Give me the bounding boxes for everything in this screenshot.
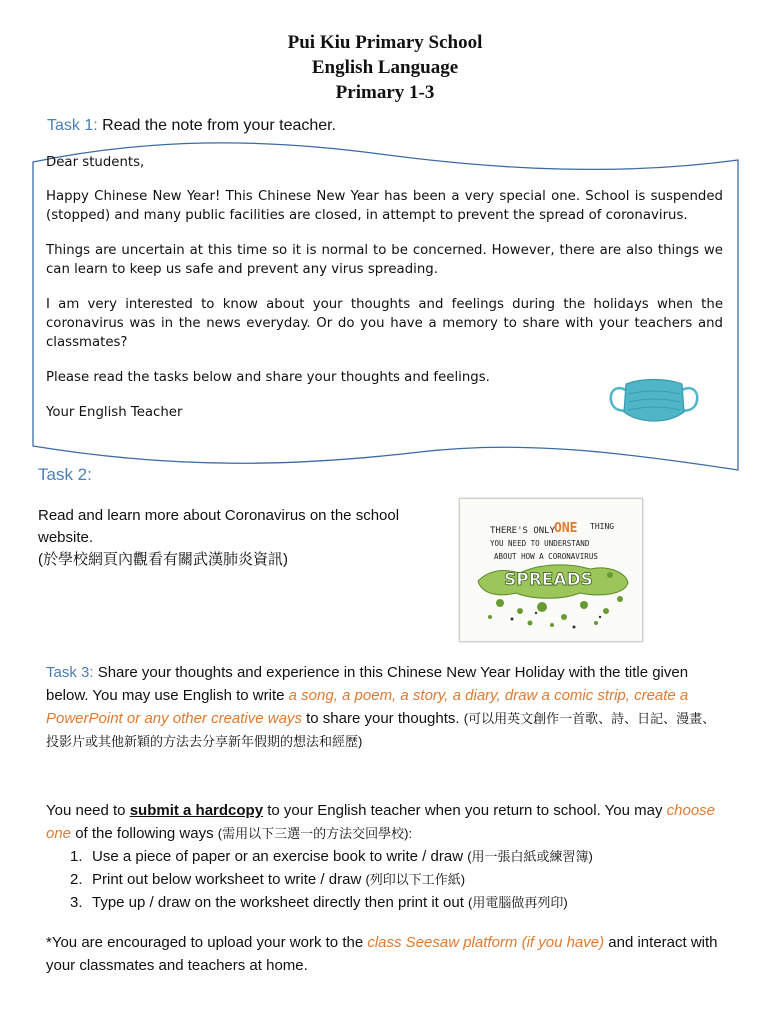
grade-level: Primary 1-3 [335, 82, 435, 103]
task3-block [46, 661, 726, 753]
submission-text-b: to your English teacher when you return to school. You may [267, 802, 663, 819]
list-item: 3. Type up / draw on the worksheet directly then print it out (用電腦做再列印) [70, 894, 568, 911]
task3-label: Task 3: [46, 664, 94, 681]
task1-label: Task 1: [47, 117, 98, 134]
note-paragraph-3: I am very interested to know about your thoughts and feelings during the holidays when the coronavirus was in the news everyday. Or do you have a memory to share with your teachers and classmates? [46, 297, 723, 350]
submission-text-zh: (需用以下三選一的方法交回學校): [217, 826, 413, 841]
encourage-text-b: and interact with your classmates and teachers at home. [46, 934, 718, 974]
school-name: Pui Kiu Primary School [287, 32, 483, 53]
task3-text-a: Share your thoughts and experience in this Chinese New Year Holiday with the title given below. You may use English to write [46, 664, 689, 704]
note-signoff: Your English Teacher [46, 405, 183, 420]
submission-block [46, 799, 726, 914]
encourage-text-a: *You are encouraged to upload your work to the [46, 934, 364, 951]
submission-options-list [46, 845, 726, 914]
page-header [0, 30, 770, 105]
illus-line2: YOU NEED TO UNDERSTAND [490, 539, 590, 548]
task2-label: Task 2: [38, 465, 92, 484]
coronavirus-spread-illustration [459, 498, 643, 642]
spread-drawing [460, 499, 642, 641]
submission-intro [46, 799, 726, 845]
illus-line1a: THERE'S ONLY [490, 526, 556, 536]
task3-text-b: to share your thoughts. [306, 710, 460, 727]
note-paragraph-1: Happy Chinese New Year! This Chinese New Year has been a very special one. School is suspended (stopped) and many public facilities are closed, in attempt to prevent the spread of coronavirus. [46, 189, 723, 223]
note-paragraph-2: Things are uncertain at this time so it is normal to be concerned. However, there are also things we can learn to keep us safe and prevent any virus spreading. [46, 243, 723, 277]
illus-line1b: ONE [554, 521, 578, 536]
task2-instruction-zh: (於學校網頁內觀看有關武漢肺炎資訊) [38, 551, 288, 568]
submission-text-a: You need to [46, 802, 126, 819]
encouragement-note [46, 931, 726, 977]
seesaw-platform: class Seesaw platform (if you have) [367, 934, 605, 951]
face-mask-icon [606, 368, 702, 434]
submission-choose-one: choose one [46, 802, 716, 842]
note-paragraph-4: Please read the tasks below and share your thoughts and feelings. [46, 370, 490, 385]
task2-instruction: Read and learn more about Coronavirus on the school website. [38, 507, 400, 546]
submission-text-c: of the following ways [75, 825, 214, 842]
task1-heading [47, 117, 336, 135]
list-item: 2. Print out below worksheet to write / draw (列印以下工作紙) [70, 871, 466, 888]
task3-creative-options: a song, a poem, a story, a diary, draw a comic strip, create a PowerPoint or any other creative ways [46, 687, 689, 727]
subject-name: English Language [311, 57, 459, 78]
list-item: 1. Use a piece of paper or an exercise book to write / draw (用一張白紙或練習簿) [70, 848, 593, 865]
note-greeting: Dear students, [46, 155, 145, 170]
illus-line1c: THING [590, 522, 615, 531]
illus-spreads: SPREADS [504, 570, 593, 590]
task2-text [38, 505, 448, 571]
task3-text-zh: (可以用英文創作一首歌、詩、日記、漫畫、投影片或其他新穎的方法去分享新年假期的想法和經歷) [46, 711, 716, 749]
submission-hardcopy: submit a hardcopy [129, 802, 264, 819]
task1-instruction: Read the note from your teacher. [102, 117, 337, 134]
illus-line3: ABOUT HOW A CORONAVIRUS [494, 552, 598, 561]
